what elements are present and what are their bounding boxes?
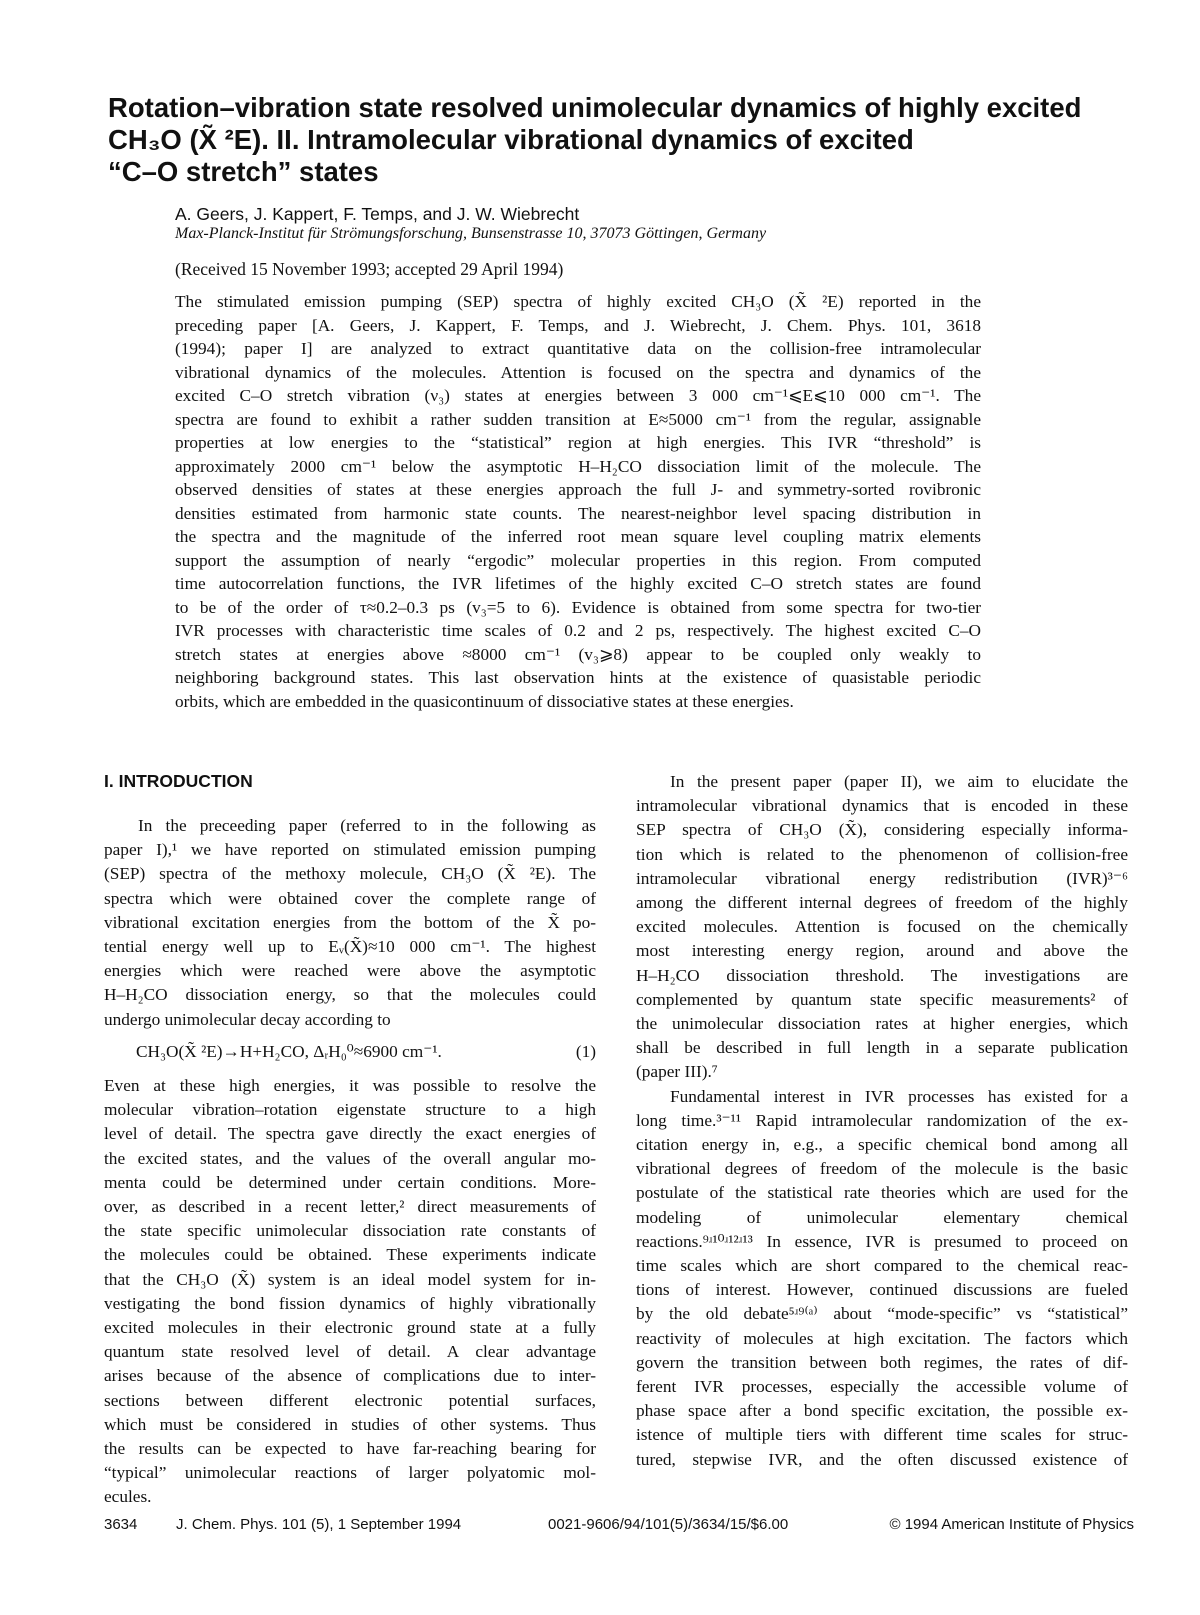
author-list: A. Geers, J. Kappert, F. Temps, and J. W. Wiebrecht [175, 204, 580, 224]
text-line: intramolecular vibrational dynamics that is encoded in these [636, 796, 1128, 816]
text-line: long time.³⁻¹¹ Rapid intramolecular randomization of the ex- [636, 1110, 1128, 1130]
text-line: by the old debate⁵ʴ⁹⁽ᵃ⁾ about “mode-specific” vs “statistical” [636, 1304, 1128, 1324]
paragraph [636, 1085, 1128, 1472]
text-line: tential energy well up to Eᵥ(X̃)≈10 000 cm⁻¹. The highest [104, 937, 596, 957]
abstract-line: orbits, which are embedded in the quasicontinuum of dissociative states at these energies. [175, 691, 794, 711]
title-line: CH₃O (X̃ ²E). II. Intramolecular vibrational dynamics of excited [108, 124, 914, 155]
journal-citation: J. Chem. Phys. 101 (5), 1 September 1994 [176, 1516, 462, 1533]
text-line: SEP spectra of CH₃O (X̃), considering especially informa- [636, 820, 1128, 840]
abstract-line: time autocorrelation functions, the IVR lifetimes of the highly excited C–O stretch states are found [175, 574, 981, 593]
text-line: most interesting energy region, around and above the [636, 941, 1128, 961]
text-line: istence of multiple tiers with different time scales for struc- [636, 1425, 1128, 1445]
text-line: “typical” unimolecular reactions of larger polyatomic mol- [104, 1463, 596, 1483]
abstract-line: (1994); paper I] are analyzed to extract quantitative data on the collision-free intramolecular [175, 339, 981, 358]
text-line: the state specific unimolecular dissociation rate constants of [104, 1221, 596, 1241]
text-line: tured, stepwise IVR, and the often discussed existence of [636, 1449, 1128, 1469]
text-line: undergo unimolecular decay according to [104, 1009, 391, 1029]
abstract-line: spectra are found to exhibit a rather sudden transition at E≈5000 cm⁻¹ from the regular, assignable [175, 409, 981, 429]
article-title [108, 92, 1148, 188]
text-line: over, as described in a recent letter,² direct measurements of [104, 1197, 596, 1217]
text-line: Even at these high energies, it was possible to resolve the [104, 1076, 596, 1096]
text-line: time scales which are short compared to the chemical reac- [636, 1256, 1128, 1276]
text-line: H–H₂CO dissociation energy, so that the molecules could [104, 985, 596, 1005]
text-line: In the present paper (paper II), we aim to elucidate the [670, 772, 1128, 791]
text-line: In the preceeding paper (referred to in the following as [138, 816, 596, 835]
text-line: vibrational degrees of freedom of the molecule is the basic [636, 1159, 1128, 1179]
text-line: reactions.⁹ʴ¹⁰ʴ¹²ʴ¹³ In essence, IVR is presumed to proceed on [636, 1231, 1128, 1251]
text-line: vestigating the bond fission dynamics of highly vibrationally [104, 1293, 596, 1313]
text-line: menta could be determined under certain conditions. More- [104, 1172, 596, 1192]
text-line: intramolecular vibrational energy redistribution (IVR)³⁻⁶ [636, 868, 1128, 888]
article-code: 0021-9606/94/101(5)/3634/15/$6.00 [548, 1516, 789, 1533]
abstract-line: preceding paper [A. Geers, J. Kappert, F. Temps, and J. Wiebrecht, J. Chem. Phys. 101, 3618 [175, 315, 981, 335]
affiliation: Max-Planck-Institut für Strömungsforschung, Bunsenstrasse 10, 37073 Göttingen, Germany [175, 225, 767, 242]
text-line: excited molecules. Attention is focused on the chemically [636, 917, 1128, 937]
text-line: citation energy in, e.g., a specific chemical bond among all [636, 1135, 1128, 1155]
text-line: paper I),¹ we have reported on stimulated emission pumping [104, 840, 596, 860]
text-line: (paper III).⁷ [636, 1062, 718, 1082]
page-footer [104, 1516, 1134, 1538]
text-line: complemented by quantum state specific measurements² of [636, 989, 1128, 1009]
title-line: “C–O stretch” states [108, 156, 379, 187]
text-line: level of detail. The spectra gave directly the exact energies of [104, 1124, 596, 1144]
text-line: phase space after a bond specific excitation, the possible ex- [636, 1401, 1128, 1421]
abstract-line: IVR processes with characteristic time scales of 0.2 and 2 ps, respectively. The highest excited C–O [175, 621, 981, 640]
text-line: Fundamental interest in IVR processes has existed for a [670, 1086, 1128, 1106]
abstract-line: The stimulated emission pumping (SEP) spectra of highly excited CH₃O (X̃ ²E) reported in the [175, 292, 981, 311]
abstract-line: neighboring background states. This last observation hints at the existence of quasistable periodic [175, 668, 981, 687]
equation-number: (1) [575, 1041, 596, 1061]
text-line: reactivity of molecules at high excitation. The factors which [636, 1328, 1128, 1348]
text-line: that the CH₃O (X̃) system is an ideal model system for in- [104, 1269, 596, 1289]
received-date: (Received 15 November 1993; accepted 29 April 1994) [175, 259, 564, 279]
left-column [104, 770, 596, 1510]
text-line: quantum state resolved level of detail. A clear advantage [104, 1342, 596, 1362]
text-line: tion which is related to the phenomenon of collision-free [636, 844, 1128, 864]
equation-1 [104, 1040, 596, 1064]
text-line: postulate of the statistical rate theories which are used for the [636, 1183, 1128, 1203]
text-line: the unimolecular dissociation rates at higher energies, which [636, 1014, 1128, 1034]
abstract-line: observed densities of states at these energies approach the full J- and symmetry-sorted rovibronic [175, 480, 981, 499]
copyright-notice: © 1994 American Institute of Physics [889, 1516, 1134, 1533]
text-line: ferent IVR processes, especially the accessible volume of [636, 1377, 1128, 1397]
text-line: modeling of unimolecular elementary chemical [636, 1207, 1128, 1227]
page-number: 3634 [104, 1516, 138, 1533]
text-line: the molecules could be obtained. These experiments indicate [104, 1245, 596, 1265]
text-line: (SEP) spectra of the methoxy molecule, CH₃O (X̃ ²E). The [104, 864, 596, 884]
text-line: the excited states, and the values of the overall angular mo- [104, 1148, 596, 1168]
text-line: govern the transition between both regimes, the rates of dif- [636, 1352, 1128, 1372]
text-line: tions of interest. However, continued discussions are fueled [636, 1280, 1128, 1300]
text-line: ecules. [104, 1487, 152, 1507]
abstract-line: densities estimated from harmonic state counts. The nearest-neighbor level spacing distribution in [175, 503, 981, 523]
right-column [636, 770, 1128, 1472]
text-line: shall be described in full length in a separate publication [636, 1038, 1128, 1058]
text-line: among the different internal degrees of freedom of the highly [636, 893, 1128, 913]
section-heading: I. INTRODUCTION [104, 771, 253, 791]
abstract-line: to be of the order of τ≈0.2–0.3 ps (v₃=5 to 6). Evidence is obtained from some spectra for two-tier [175, 597, 981, 617]
text-line: H–H₂CO dissociation threshold. The investigations are [636, 965, 1128, 985]
text-line: the results can be expected to have far-reaching bearing for [104, 1439, 596, 1459]
text-line: which must be considered in studies of other systems. Thus [104, 1414, 596, 1434]
text-line: molecular vibration–rotation eigenstate structure to a high [104, 1100, 596, 1120]
paragraph [104, 814, 596, 1032]
title-line: Rotation–vibration state resolved unimolecular dynamics of highly excited [108, 92, 1082, 123]
paragraph [636, 770, 1128, 1085]
text-line: arises because of the absence of complications due to inter- [104, 1366, 596, 1386]
paragraph [104, 1074, 596, 1510]
abstract-line: the spectra and the magnitude of the inferred root mean square level coupling matrix elements [175, 527, 981, 546]
abstract-line: support the assumption of nearly “ergodic” molecular properties in this region. From computed [175, 550, 981, 570]
abstract-line: vibrational dynamics of the molecules. Attention is focused on the spectra and dynamics of the [175, 362, 981, 382]
text-line: vibrational excitation energies from the bottom of the X̃ po- [104, 912, 596, 932]
equation-text: CH₃O(X̃ ²E)→H+H₂CO, ΔᵣH₀⁰≈6900 cm⁻¹. [136, 1041, 442, 1061]
abstract-line: excited C–O stretch vibration (ν₃) states at energies between 3 000 cm⁻¹⩽E⩽10 000 cm⁻¹. The [175, 386, 981, 405]
text-line: sections between different electronic potential surfaces, [104, 1390, 596, 1410]
abstract-line: properties at low energies to the “statistical” region at high energies. This IVR “threshold” is [175, 433, 981, 452]
abstract-line: stretch states at energies above ≈8000 cm⁻¹ (v₃⩾8) appear to be coupled only weakly to [175, 644, 981, 664]
abstract [175, 290, 981, 713]
text-line: spectra which were obtained cover the complete range of [104, 888, 596, 908]
text-line: energies which were reached were above the asymptotic [104, 961, 596, 981]
text-line: excited molecules in their electronic ground state at a fully [104, 1318, 596, 1338]
abstract-line: approximately 2000 cm⁻¹ below the asymptotic H–H₂CO dissociation limit of the molecule. The [175, 456, 981, 476]
